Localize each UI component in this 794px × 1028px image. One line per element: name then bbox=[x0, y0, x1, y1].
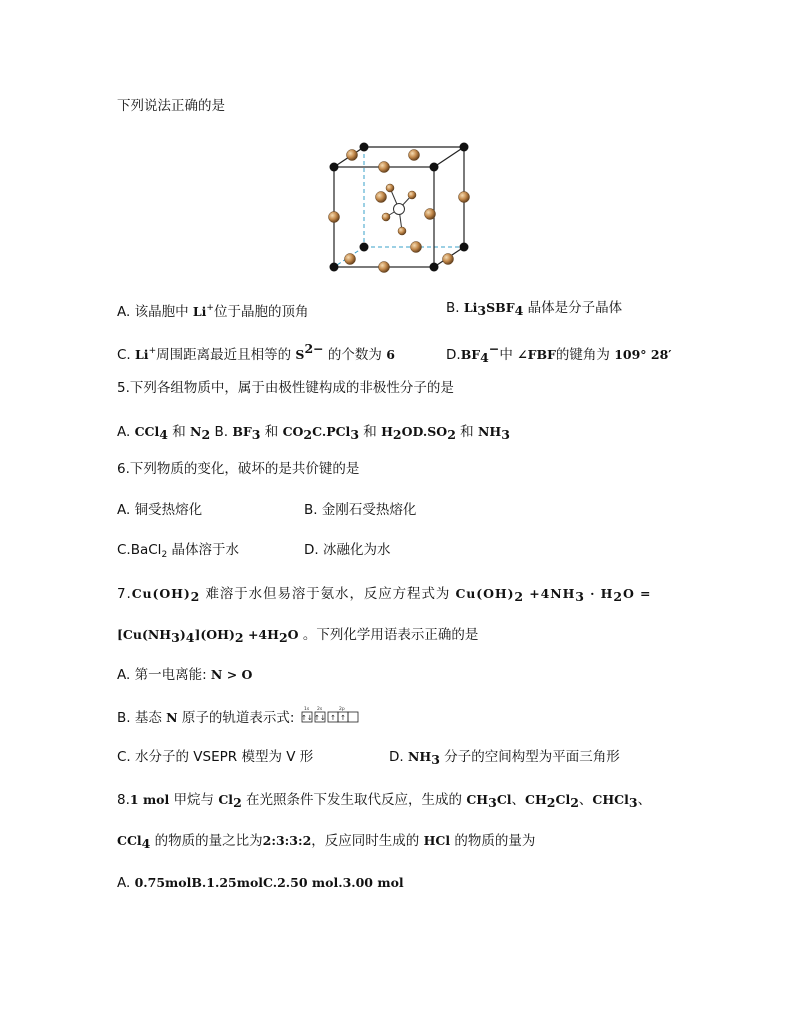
q6-option-a[interactable]: A. 铜受热熔化 bbox=[117, 502, 203, 518]
q6-option-d[interactable]: D. 冰融化为水 bbox=[304, 542, 391, 558]
q7-stem-line2: $[Cu(NH_3)_4](OH)_2 +4H_2O$ 。下列化学用语表示正确的是 bbox=[117, 627, 479, 645]
q6-option-b[interactable]: B. 金刚石受热熔化 bbox=[304, 502, 417, 518]
orbital-label-1s: 1s bbox=[303, 707, 309, 712]
boron-atom bbox=[394, 204, 405, 215]
question-intro: 下列说法正确的是 bbox=[117, 98, 225, 114]
q7-option-c[interactable]: C. 水分子的 VSEPR 模型为 V 形 bbox=[117, 749, 314, 765]
option-a[interactable]: A. 该晶胞中 Li+位于晶胞的顶角 bbox=[117, 303, 309, 320]
orbital-label-2s: 2s bbox=[316, 707, 322, 712]
q8-stem-line1: 8.1 mol 甲烷与 $Cl_2$ 在光照条件下发生取代反应，生成的 $CH_3Cl$、$CH_2Cl_2$、CHCl$_3$、 bbox=[117, 792, 652, 810]
orbital-2p2-spin: ↑ bbox=[339, 714, 346, 722]
q5-stem: 5.下列各组物质中，属于由极性键构成的非极性分子的是 bbox=[117, 380, 454, 396]
crystal-cell-diagram bbox=[322, 135, 472, 285]
q5-options[interactable]: A. CCl$_4$ 和 $N_2$ B. $BF_3$ 和 $CO_2C.PCl_3$ 和 $H_2OD.SO_2$ 和 $NH_3$ bbox=[117, 424, 510, 442]
q7-stem-line1: $7.Cu(OH)_2$ 难溶于水但易溶于氨水，反应方程式为 $Cu(OH)_2 +4NH_3 \cdot H_2O$ = bbox=[117, 586, 652, 604]
option-d[interactable]: $D.BF_4^-$中 ∠FBF的键角为 109° 28′ bbox=[446, 341, 672, 365]
option-c[interactable]: C. Li+周围距离最近且相等的 $S^{2-}$ 的个数为 6 bbox=[117, 341, 395, 363]
orbital-2p1-spin: ↑ bbox=[329, 714, 336, 722]
q7-option-d[interactable]: D. $NH_3$ 分子的空间构型为平面三角形 bbox=[389, 749, 620, 767]
q6-option-c[interactable]: C.BaCl$_2$ 晶体溶于水 bbox=[117, 542, 239, 560]
option-b[interactable]: B. $Li_3SBF_4$ 晶体是分子晶体 bbox=[446, 300, 623, 318]
q8-options[interactable]: A. 0.75molB.1.25molC.2.50 mol.3.00 mol bbox=[117, 875, 404, 891]
orbital-1s-spin: ↑↓ bbox=[300, 714, 313, 722]
q7-option-b[interactable]: B. 基态 N 原子的轨道表示式: 1s 2s 2p ↑↓ ↑↓ ↑ ↑ bbox=[117, 706, 373, 728]
q7-option-a[interactable]: A. 第一电离能: N > O bbox=[117, 667, 253, 683]
q8-stem-line2: CCl$_4$ 的物质的量之比为2:3:3:2，反应同时生成的 HCl 的物质的量为 bbox=[117, 833, 536, 851]
q6-stem: 6.下列物质的变化，破坏的是共价键的是 bbox=[117, 461, 360, 477]
orbital-label-2p: 2p bbox=[338, 707, 345, 712]
orbital-2s-spin: ↑↓ bbox=[313, 714, 326, 722]
orbital-diagram bbox=[301, 706, 371, 724]
